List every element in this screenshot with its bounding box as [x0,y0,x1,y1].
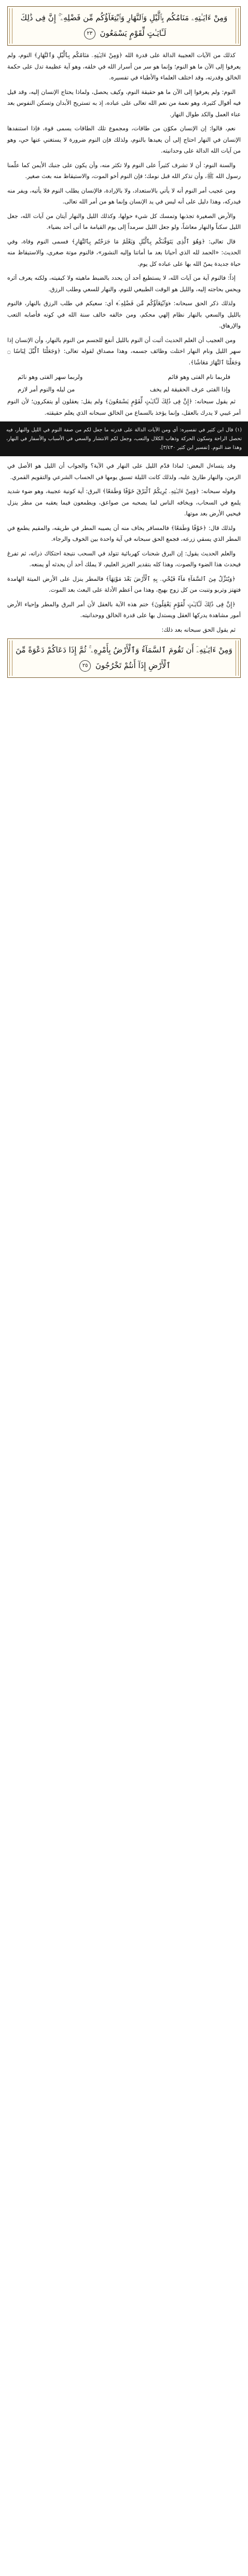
paragraph: قال تعالى: ﴿وَهُوَ ٱلَّذِى يَتَوَفَّىٰكُم بِٱلَّيْلِ وَيَعْلَمُ مَا جَرَحْتُم بِٱلنَّهَارِ﴾ فسمى النوم وفاة، وفي الحديث: «الحمد لله الذي أحيانا بعد ما أماتنا وإليه النشور»، فالنوم موتة صغرى، والاستيقاظ منه حياة جديدة يمنّ الله بها على عباده كل يوم. [7,238,241,267]
paragraph: والسنة النوم: أن لا تشرف كثيراً على النوم ولا تكثر منه، وأن يكون على جنبك الأيمن كما علّمنا رسول الله ﷺ، وأن تذكر الله قبل نومك؛ فإن النوم أخو الموت، والاستيقاظ منه بعث صغير. [7,161,241,180]
poem-line [18,371,230,383]
poem-hemistich: وإذا الفتى عرف الحقيقة لم يخف [149,386,230,393]
paragraph: نعم، قالوا: إن الإنسان مكوّن من طاقات، ومجموع تلك الطاقات يسمى قوة، فإذا استنفدها الإنسان في النهار احتاج إلى أن يعيدها بالنوم، ولذلك فإن النوم ضرورة لا يستغني عنها حي، وهو من آيات الله الدالة على وحدانيته. [7,125,241,154]
paragraph: وقوله سبحانه: ﴿وَمِنْ ءَايَـٰتِهِۦ يُرِيكُمُ ٱلْبَرْقَ خَوْفًا وَطَمَعًا﴾ البرق: آية كونية عجيبة، وهو ضوء شديد يلمع في السحاب، ويخافه الناس لما يصحبه من صواعق، ويطمعون فيما يعقبه من مطر ينزل فيحيي الأرض بعد موتها. [7,488,241,517]
paragraph: وقد يتساءل البعض: لماذا قدّم الليل على النهار في الآية؟ والجواب أن الليل هو الأصل في الزمن، والنهار طارئ عليه، ولذلك كانت الليلة تسبق يومها في الحساب الشرعي والتقويم القمري. [7,462,241,481]
verse-text: وَمِنْ ءَايَـٰتِهِۦ مَنَامُكُم بِٱلَّيْلِ وَٱلنَّهَارِ وَٱبْتِغَآؤُكُم مِّن فَضْلِهِۦٓ ۚ إِنَّ فِى ذَٰلِكَ لَـَٔايَـٰتٍ لِّقَوْمٍ يَسْمَعُونَ [20,13,228,38]
verse-number: ٢٥ [79,660,91,672]
paragraph: ومن عجيب أمر النوم أنه لا يأتي بالاستعداد، ولا بالإرادة، فالإنسان يطلب النوم فلا يأتيه، ويفر منه فيدركه، وهذا دليل على أنه ليس في يد الإنسان وإنما هو من أمر الله تعالى. [7,187,241,205]
quran-verse-box [7,638,241,678]
verse-text: وَمِنْ ءَايَـٰتِهِۦٓ أَن تَقُومَ ٱلسَّمَآءُ وَٱلْأَرْضُ بِأَمْرِهِۦ ۚ ثُمَّ إِذَا دَعَاكُمْ دَعْوَةً مِّنَ ٱلْأَرْضِ إِذَآ أَنتُمْ تَخْرُجُونَ [16,645,232,670]
footnote: (١) قال ابن كثير في تفسيره: أي ومن الآيات الدالة على قدرته ما جعل لكم من صفة النوم في الليل والنهار، فيه تحصل الراحة وسكون الحركة وذهاب الكلال والتعب، وجعل لكم الانتشار والسعي في الأسباب والأسفار في النهار، وهذا ضد النوم. [تفسير ابن كثير ٣/٤٣٠]. [0,421,248,456]
paragraph: النوم: ولم يعرفوا إلى الآن ما هو حقيقة النوم، وكيف يحصل، ولماذا يحتاج الإنسان إليه، وقد قيل فيه أقوال كثيرة، وهو نعمة من نعم الله تعالى على عباده، إذ به تستريح الأبدان وتسكن النفوس بعد عناء العمل والكد طوال النهار. [7,88,241,118]
paragraph: كذلك من الآيات العجيبة الدالة على قدرة الله ﴿وَمِنْ ءَايَـٰتِهِۦ مَنَامُكُم بِٱلَّيْلِ وَٱلنَّهَارِ﴾ النوم، ولم يعرفوا إلى الآن ما هو النوم؛ وإنما هو سر من أسرار الله في خلقه، وهو آية عظيمة تدل على حكمة الخالق وقدرته، وقد اختلف العلماء والأطباء في تفسيره. [7,52,241,81]
poem-hemistich: ولربما سهر الفتى وهو نائم [18,373,83,380]
paragraph: ثم يقول الحق سبحانه بعد ذلك: [161,626,236,633]
poem-line [18,384,230,395]
paragraph: ثم يقول سبحانه: ﴿إِنَّ فِى ذَٰلِكَ لَـَٔايَـٰتٍ لِّقَوْمٍ يَسْمَعُونَ﴾ ولم يقل: يعقلون أو يتفكرون؛ لأن النوم أمر غيبي لا يدرك بالعقل، وإنما يؤخذ بالسماع من الخالق سبحانه الذي يعلم حقيقته. [7,398,241,416]
poem-hemistich: فلربما نام الفتى وهو قائم [168,373,230,380]
paragraph: ومن العجيب أن العلم الحديث أثبت أن النوم بالليل أنفع للجسم من النوم بالنهار، وأن الإنسان إذا سهر الليل ونام النهار اختلت وظائف جسمه، وهذا مصداق لقوله تعالى: ﴿وَجَعَلْنَا ٱلَّيْلَ لِبَاسًا ۝ وَجَعَلْنَا ٱلنَّهَارَ مَعَاشًا﴾. [7,336,241,366]
paragraph: ولذلك ذكر الحق سبحانه: ﴿وَٱبْتِغَآؤُكُم مِّن فَضْلِهِۦٓ﴾ أي: سعيكم في طلب الرزق بالنهار، فالنوم بالليل والسعي بالنهار نظام إلهي محكم، ومن خالفه خالف سنة الله في كونه فأصابه التعب والإرهاق. [7,300,241,329]
paragraph: والأرض الصغيرة تجذبها وتمسك كل شيء حولها، وكذلك الليل والنهار آيتان من آيات الله، جعل الليل سكناً والنهار معاشاً، ولو جعل الليل سرمداً إلى يوم القيامة ما أتى أحد بضياء. [7,212,241,230]
paragraph: والعلم الحديث يقول: إن البرق شحنات كهربائية تتولد في السحب نتيجة احتكاك ذراته، ثم تفرغ فيحدث هذا الضوء والصوت، وهذا كله بتقدير العزيز العليم، لا يملك أحد أن يحدثه أو يمنعه. [7,550,241,568]
quran-verse-box [7,6,241,46]
paragraph: ﴿وَيُنَزِّلُ مِنَ ٱلسَّمَآءِ مَآءً فَيُحْىِۦ بِهِ ٱلْأَرْضَ بَعْدَ مَوْتِهَآ﴾ فالمطر ينزل على الأرض الميتة الهامدة فتهتز وتربو وتنبت من كل زوج بهيج، وهذا من أعظم الأدلة على البعث بعد الموت. [7,575,241,593]
poem-hemistich: من ليله والنوم أمر لازم [18,386,75,393]
paragraph: إذاً: فالنوم آية من آيات الله، لا يستطيع أحد أن يحدد بالضبط ماهيته ولا كيفيته، ولكنه يعرف أثره ويحس بحاجته إليه، والليل هو الوقت الطبيعي للنوم، والنهار للسعي وطلب الرزق. [7,275,241,293]
paragraph: ولذلك قال: ﴿خَوْفًا وَطَمَعًا﴾ فالمسافر يخاف منه أن يصيبه المطر في طريقه، والمقيم يطمع في المطر الذي يسقي زرعه، فجمع الحق سبحانه في آية واحدة بين الخوف والرجاء. [7,524,241,542]
verse-number: ٢٣ [84,28,95,39]
poem [7,371,241,395]
paragraph: ﴿إِنَّ فِى ذَٰلِكَ لَـَٔايَـٰتٍ لِّقَوْمٍ يَعْقِلُونَ﴾ ختم هذه الآية بالعقل لأن أمر البرق والمطر وإحياء الأرض أمور مشاهدة يدركها العقل ويستدل بها على قدرة الخالق ووحدانيته. [7,601,241,619]
